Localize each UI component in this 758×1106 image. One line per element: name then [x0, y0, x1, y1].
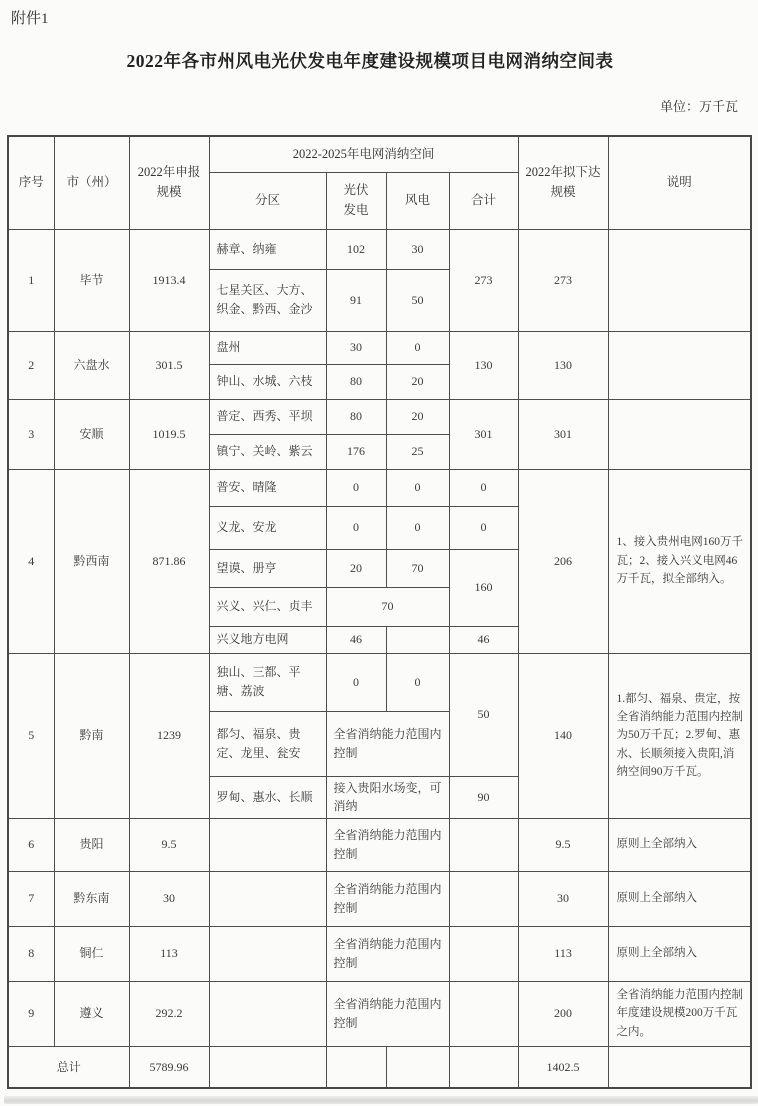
zone-cell: 赫章、纳雍 — [209, 229, 326, 269]
table-header-row-1 — [8, 136, 751, 172]
wind-cell: 70 — [386, 549, 449, 587]
wind-cell: 0 — [386, 331, 449, 364]
city-cell: 遵义 — [54, 981, 129, 1046]
solar-cell: 102 — [326, 229, 386, 269]
solar-wind-merged-cell: 全省消纳能力范围内控制 — [326, 818, 449, 871]
zone-cell: 兴义地方电网 — [209, 626, 326, 653]
wind-cell: 0 — [386, 653, 449, 711]
wind-cell — [386, 626, 449, 653]
table-row — [8, 871, 751, 926]
unit-label: 单位：万千瓦 — [659, 99, 738, 114]
declared-cell: 292.2 — [129, 981, 209, 1046]
page-bottom-shadow — [4, 1096, 758, 1104]
zone-cell: 罗甸、惠水、长顺 — [209, 776, 326, 818]
header-seq: 序号 — [8, 136, 54, 229]
declared-cell: 9.5 — [129, 818, 209, 871]
seq-cell: 2 — [8, 331, 54, 399]
planned-cell: 200 — [518, 981, 608, 1046]
city-cell: 六盘水 — [54, 331, 129, 399]
wind-cell: 0 — [386, 506, 449, 549]
remark-cell — [608, 399, 751, 469]
remark-cell: 原则上全部纳入 — [608, 818, 751, 871]
total-cell — [449, 981, 518, 1046]
solar-wind-merged-cell: 全省消纳能力范围内控制 — [326, 981, 449, 1046]
city-cell: 黔南 — [54, 653, 129, 818]
planned-cell: 30 — [518, 871, 608, 926]
header-planned: 2022年拟下达规模 — [518, 136, 608, 229]
header-remark: 说明 — [608, 136, 751, 229]
solar-cell — [326, 1046, 386, 1088]
planned-cell: 130 — [518, 331, 608, 399]
remark-cell — [608, 229, 751, 331]
table-row — [8, 469, 751, 506]
seq-cell: 4 — [8, 469, 54, 653]
total-cell: 273 — [449, 229, 518, 331]
zone-cell — [209, 871, 326, 926]
zone-cell: 普定、西秀、平坝 — [209, 399, 326, 434]
declared-cell: 301.5 — [129, 331, 209, 399]
zone-cell: 兴义、兴仁、贞丰 — [209, 587, 326, 626]
solar-wind-merged-cell: 接入贵阳水场变，可消纳 — [326, 776, 449, 818]
wind-cell: 0 — [386, 469, 449, 506]
wind-cell: 20 — [386, 399, 449, 434]
zone-cell — [209, 818, 326, 871]
seq-cell: 1 — [8, 229, 54, 331]
remark-cell: 1.都匀、福泉、贵定，按全省消纳能力范围内控制为50万千瓦；2.罗甸、惠水、长顺须接入贵阳,消纳空间90万千瓦。 — [608, 653, 751, 818]
table-row — [8, 653, 751, 711]
city-cell: 黔西南 — [54, 469, 129, 653]
solar-wind-merged-cell: 70 — [326, 587, 449, 626]
city-cell: 毕节 — [54, 229, 129, 331]
solar-cell: 0 — [326, 469, 386, 506]
solar-cell: 30 — [326, 331, 386, 364]
seq-cell: 8 — [8, 926, 54, 981]
zone-cell: 望谟、册亨 — [209, 549, 326, 587]
seq-cell: 5 — [8, 653, 54, 818]
city-cell: 安顺 — [54, 399, 129, 469]
solar-cell: 80 — [326, 364, 386, 399]
remark-cell: 全省消纳能力范围内控制年度建设规模200万千瓦之内。 — [608, 981, 751, 1046]
city-cell: 黔东南 — [54, 871, 129, 926]
zone-cell: 义龙、安龙 — [209, 506, 326, 549]
declared-cell: 1019.5 — [129, 399, 209, 469]
table-row — [8, 331, 751, 364]
solar-wind-merged-cell: 全省消纳能力范围内控制 — [326, 711, 449, 776]
header-space-group: 2022-2025年电网消纳空间 — [209, 136, 518, 172]
planned-cell: 301 — [518, 399, 608, 469]
table-row — [8, 399, 751, 434]
city-cell: 铜仁 — [54, 926, 129, 981]
total-cell: 46 — [449, 626, 518, 653]
header-declared: 2022年申报规模 — [129, 136, 209, 229]
total-cell: 0 — [449, 506, 518, 549]
consumption-table-wrap — [7, 135, 752, 1089]
total-cell: 0 — [449, 469, 518, 506]
total-cell — [449, 818, 518, 871]
header-wind: 风电 — [386, 172, 449, 229]
declared-cell: 1239 — [129, 653, 209, 818]
declared-total-cell: 5789.96 — [129, 1046, 209, 1088]
declared-cell: 1913.4 — [129, 229, 209, 331]
total-label-cell: 总计 — [8, 1046, 129, 1088]
wind-cell: 20 — [386, 364, 449, 399]
table-row — [8, 981, 751, 1046]
total-cell: 90 — [449, 776, 518, 818]
solar-wind-merged-cell: 全省消纳能力范围内控制 — [326, 871, 449, 926]
declared-cell: 113 — [129, 926, 209, 981]
solar-cell: 0 — [326, 506, 386, 549]
city-cell: 贵阳 — [54, 818, 129, 871]
remark-cell — [608, 331, 751, 399]
seq-cell: 3 — [8, 399, 54, 469]
zone-cell: 盘州 — [209, 331, 326, 364]
zone-cell: 七星关区、大方、织金、黔西、金沙 — [209, 269, 326, 331]
seq-cell: 7 — [8, 871, 54, 926]
wind-cell: 25 — [386, 434, 449, 469]
remark-cell — [608, 1046, 751, 1088]
zone-cell — [209, 926, 326, 981]
zone-cell: 镇宁、关岭、紫云 — [209, 434, 326, 469]
total-cell — [449, 926, 518, 981]
table-row — [8, 229, 751, 269]
remark-cell: 原则上全部纳入 — [608, 871, 751, 926]
solar-cell: 20 — [326, 549, 386, 587]
seq-cell: 9 — [8, 981, 54, 1046]
total-cell: 130 — [449, 331, 518, 399]
header-solar: 光伏发电 — [326, 172, 386, 229]
wind-cell — [386, 1046, 449, 1088]
zone-cell — [209, 1046, 326, 1088]
total-cell: 301 — [449, 399, 518, 469]
planned-cell: 140 — [518, 653, 608, 818]
header-total: 合计 — [449, 172, 518, 229]
planned-cell: 206 — [518, 469, 608, 653]
total-cell — [449, 871, 518, 926]
consumption-table — [7, 135, 752, 1089]
total-cell — [449, 1046, 518, 1088]
solar-wind-merged-cell: 全省消纳能力范围内控制 — [326, 926, 449, 981]
seq-cell: 6 — [8, 818, 54, 871]
solar-cell: 0 — [326, 653, 386, 711]
solar-cell: 80 — [326, 399, 386, 434]
planned-total-cell: 1402.5 — [518, 1046, 608, 1088]
zone-cell: 普安、晴隆 — [209, 469, 326, 506]
page-title: 2022年各市州风电光伏发电年度建设规模项目电网消纳空间表 — [126, 51, 614, 71]
declared-cell: 30 — [129, 871, 209, 926]
total-cell: 50 — [449, 653, 518, 776]
solar-cell: 91 — [326, 269, 386, 331]
planned-cell: 9.5 — [518, 818, 608, 871]
zone-cell — [209, 981, 326, 1046]
planned-cell: 273 — [518, 229, 608, 331]
wind-cell: 50 — [386, 269, 449, 331]
header-zone: 分区 — [209, 172, 326, 229]
remark-cell: 1、接入贵州电网160万千瓦；2、接入兴义电网46万千瓦，拟全部纳入。 — [608, 469, 751, 653]
declared-cell: 871.86 — [129, 469, 209, 653]
zone-cell: 都匀、福泉、贵定、龙里、瓮安 — [209, 711, 326, 776]
solar-cell: 46 — [326, 626, 386, 653]
remark-cell: 原则上全部纳入 — [608, 926, 751, 981]
total-cell: 160 — [449, 549, 518, 626]
planned-cell: 113 — [518, 926, 608, 981]
header-city: 市（州） — [54, 136, 129, 229]
wind-cell: 30 — [386, 229, 449, 269]
table-row — [8, 926, 751, 981]
table-total-row — [8, 1046, 751, 1088]
zone-cell: 钟山、水城、六枝 — [209, 364, 326, 399]
table-row — [8, 818, 751, 871]
solar-cell: 176 — [326, 434, 386, 469]
attachment-label: 附件1 — [11, 11, 49, 27]
zone-cell: 独山、三都、平塘、荔波 — [209, 653, 326, 711]
